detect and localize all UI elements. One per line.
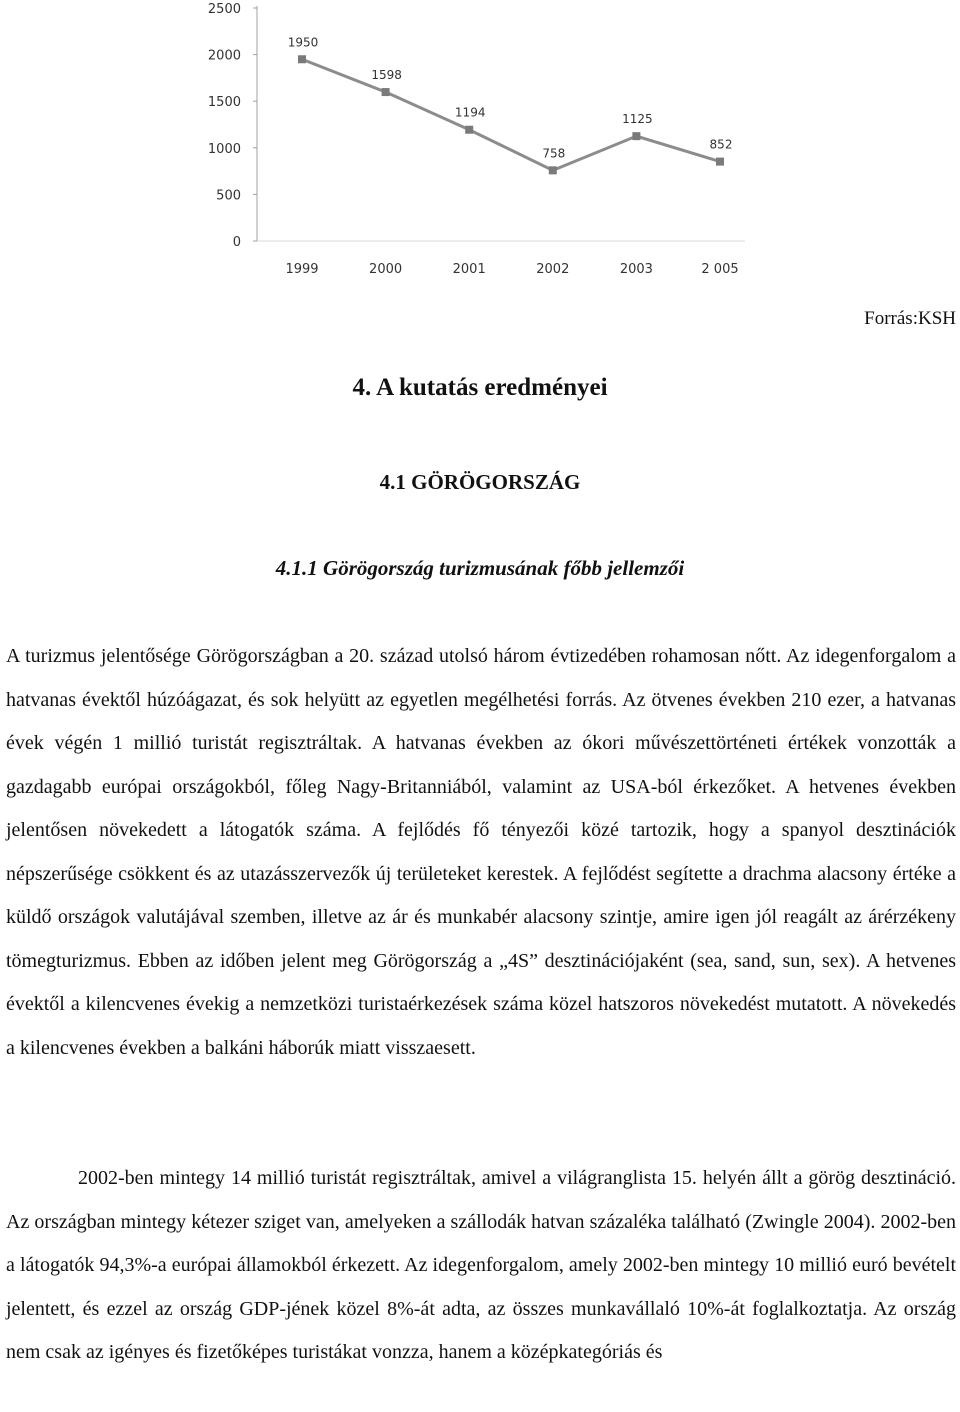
x-tick-label: 2001 <box>452 262 486 277</box>
data-label: 1950 <box>287 35 319 50</box>
data-label: 1194 <box>454 105 486 120</box>
x-tick-label: 2002 <box>536 262 570 277</box>
y-tick-label: 2000 <box>207 48 241 64</box>
x-tick-label: 2003 <box>619 262 653 277</box>
country-heading: 4.1 GÖRÖGORSZÁG <box>379 470 581 494</box>
x-tick-label: 2000 <box>369 262 403 277</box>
data-point <box>382 88 390 96</box>
y-tick-label: 0 <box>232 235 241 250</box>
y-tick-label: 1500 <box>207 95 241 111</box>
body-paragraph-2: 2002-ben mintegy 14 millió turistát regisztráltak, amivel a világranglista 15. helyén állt a görög desztináció. Az országban mintegy kétezer sziget van, amelyeken a szállodák hatvan százaléka található (Zwingle 2004). 2002-ben a látogatók 94,3%-a európai államokból érkezett. Az idegenforgalom, amely 2002-ben mintegy 10 millió euró bevételt jelentett, és ezzel az ország GDP-jének közel 8%-át adta, az összes munkavállaló 10%-át foglalkoztatja. Az ország nem csak az igényes és fizetőképes turistákat vonzza, hanem a középkategóriás és <box>6 1167 956 1363</box>
tourist-arrivals-chart <box>195 0 755 285</box>
data-point <box>549 166 557 174</box>
data-point <box>716 158 724 166</box>
data-label: 1125 <box>622 112 653 127</box>
data-point <box>298 55 306 63</box>
series-line <box>302 59 720 170</box>
x-tick-label: 1999 <box>285 262 319 277</box>
y-tick-label: 500 <box>216 188 241 204</box>
section-heading: 4. A kutatás eredményei <box>352 374 608 401</box>
data-point <box>465 126 473 134</box>
source-note: Forrás:KSH <box>864 308 956 329</box>
data-label: 1598 <box>371 68 402 83</box>
body-paragraph-1: A turizmus jelentősége Görögországban a 20. század utolsó három évtizedében rohamosan nőtt. Az idegenforgalom a hatvanas évektől húzóágazat, és sok helyütt az egyetlen megélhetési forrás. Az ötvenes években 210 ezer, a hatvanas évek végén 1 millió turistát regisztráltak. A hatvanas években az ókori művészettörténeti értékek vonzották a gazdagabb európai országokból, főleg Nagy-Britanniából, valamint az USA-ból érkezőket. A hetvenes években jelentősen növekedett a látogatók száma. A fejlődés fő tényezői közé tartozik, hogy a spanyol desztinációk népszerűsége csökkent és az utazásszervezők új területeket kerestek. A fejlődést segítette a drachma alacsony értéke a küldő országok valutájával szemben, illetve az ár és munkabér alacsony szintje, amire igen jól reagált az árérzékeny tömegturizmus. Ebben az időben jelent meg Görögország a „4S” desztinációjaként (sea, sand, sun, sex). A hetvenes évektől a kilencvenes évekig a nemzetközi turistaérkezések száma közel hatszoros növekedést mutatott. A növekedés a kilencvenes években a balkáni háborúk miatt visszaesett. <box>6 645 956 1059</box>
y-tick-label: 2500 <box>207 2 241 17</box>
data-label: 852 <box>709 137 733 152</box>
subsection-heading: 4.1.1 Görögország turizmusának főbb jellemzői <box>275 556 685 580</box>
x-tick-label: 2 005 <box>701 262 739 277</box>
data-point <box>632 132 640 140</box>
y-tick-label: 1000 <box>207 141 241 157</box>
line-chart-svg <box>195 0 755 285</box>
data-label: 758 <box>542 146 566 161</box>
